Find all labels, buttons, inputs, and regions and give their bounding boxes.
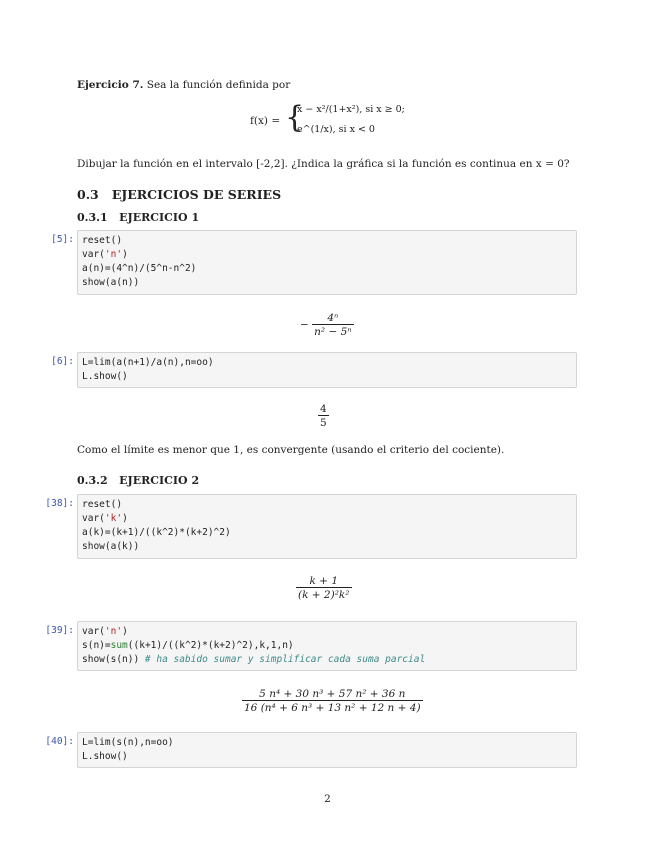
code-line: L.show() <box>82 371 128 382</box>
subsection-2-title: EJERCICIO 2 <box>119 474 200 487</box>
output-38-denominator: (k + 2)²k² <box>298 589 350 601</box>
code-line: show(a(k)) <box>82 541 140 552</box>
output-39 <box>242 688 423 714</box>
code-line: var('n') <box>82 249 128 260</box>
builtin-function: sum <box>110 640 128 651</box>
output-39-fraction <box>242 688 423 714</box>
code-cell[interactable] <box>77 732 577 768</box>
code-line: show(a(n)) <box>82 277 140 288</box>
output-6-numerator: 4 <box>320 403 327 415</box>
output-39-denominator: 16 (n⁴ + 6 n³ + 13 n² + 12 n + 4) <box>244 702 421 714</box>
code-cell[interactable] <box>77 352 577 388</box>
output-5-sign: − <box>300 319 309 331</box>
exercise-7-task: Dibujar la función en el intervalo [-2,2]. ¿Indica la gráfica si la función es continua en x = 0? <box>77 158 570 170</box>
exercise-7-intro: Sea la función definida por <box>146 79 291 91</box>
output-39-numerator: 5 n⁴ + 30 n³ + 57 n² + 36 n <box>259 688 406 700</box>
cell-prompt: [6]: <box>51 356 74 367</box>
output-5-numerator: 4ⁿ <box>327 312 339 324</box>
section-title: EJERCICIOS DE SERIES <box>111 187 282 202</box>
exercise-7-statement <box>77 79 290 92</box>
code-line: show(s(n)) # ha sabido sumar y simplificar cada suma parcial <box>82 654 426 665</box>
output-6-denominator: 5 <box>320 417 327 429</box>
piecewise-case-2: e^(1/x), si x < 0 <box>297 124 375 135</box>
output-6-fraction <box>318 403 329 429</box>
output-5-fraction <box>312 312 353 338</box>
code-cell[interactable] <box>77 621 577 671</box>
output-38 <box>296 575 352 601</box>
code-cell[interactable] <box>77 494 577 559</box>
code-comment: # ha sabido sumar y simplificar cada suma parcial <box>144 654 426 665</box>
output-6 <box>318 403 329 429</box>
code-line: L=lim(s(n),n=oo) <box>82 737 174 748</box>
piecewise-case-1: x − x²/(1+x²), si x ≥ 0; <box>297 104 405 115</box>
exercise-7-label: Ejercicio 7. <box>77 79 144 91</box>
output-5 <box>300 312 354 338</box>
subsection-2-heading <box>77 474 199 487</box>
output-5-denominator: n² − 5ⁿ <box>314 326 352 338</box>
cell-prompt: [40]: <box>45 736 74 747</box>
subsection-1-heading <box>77 211 199 224</box>
output-38-fraction <box>296 575 352 601</box>
code-line: s(n)=sum((k+1)/((k^2)*(k+2)^2),k,1,n) <box>82 640 294 651</box>
code-line: reset() <box>82 235 123 246</box>
cell-prompt: [39]: <box>45 625 74 636</box>
code-cell[interactable] <box>77 230 577 295</box>
code-line: var('k') <box>82 513 128 524</box>
conclusion-text: Como el límite es menor que 1, es convergente (usando el criterio del cociente). <box>77 444 505 456</box>
code-line: a(k)=(k+1)/((k^2)*(k+2)^2) <box>82 527 231 538</box>
section-heading <box>77 187 281 202</box>
string-literal: 'n' <box>104 249 123 260</box>
string-literal: 'k' <box>104 513 123 524</box>
code-line: L=lim(a(n+1)/a(n),n=oo) <box>82 357 214 368</box>
code-line: var('n') <box>82 626 128 637</box>
cell-prompt: [5]: <box>51 234 74 245</box>
page-number: 2 <box>324 793 331 805</box>
code-line: L.show() <box>82 751 128 762</box>
section-number: 0.3 <box>77 187 99 202</box>
subsection-1-title: EJERCICIO 1 <box>119 211 200 224</box>
subsection-1-number: 0.3.1 <box>77 211 108 224</box>
output-38-numerator: k + 1 <box>309 575 339 587</box>
code-line: a(n)=(4^n)/(5^n-n^2) <box>82 263 197 274</box>
code-line: reset() <box>82 499 123 510</box>
subsection-2-number: 0.3.2 <box>77 474 108 487</box>
piecewise-brace: { <box>285 100 305 135</box>
cell-prompt: [38]: <box>45 498 74 509</box>
string-literal: 'n' <box>104 626 123 637</box>
function-lhs: f(x) = <box>250 115 281 127</box>
